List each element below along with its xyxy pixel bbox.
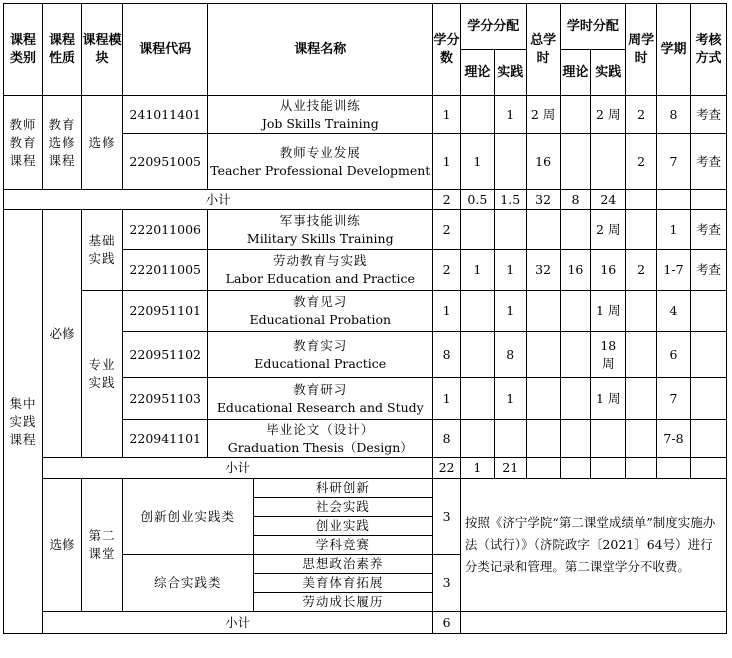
table-row <box>4 291 727 332</box>
credit-practice: 8 <box>494 332 526 378</box>
module-basic-practice: 基础实践 <box>82 210 123 291</box>
innovation-credits: 3 <box>433 479 461 555</box>
module-elective: 选修 <box>82 96 123 190</box>
credits: 2 <box>433 210 461 250</box>
hour-practice: 16 <box>591 250 626 291</box>
hour-practice: 2 周 <box>591 210 626 250</box>
weekly-hours <box>626 291 657 332</box>
course-code: 222011005 <box>123 250 208 291</box>
course-name: 教育实习 Educational Practice <box>208 332 433 378</box>
nature-required: 必修 <box>43 210 82 458</box>
hour-practice: 2 周 <box>591 96 626 134</box>
course-name: 教育见习 Educational Probation <box>208 291 433 332</box>
subtotal-hour-theory: 8 <box>560 190 591 210</box>
credit-theory <box>460 291 494 332</box>
credit-practice: 1 <box>494 96 526 134</box>
assessment: 考查 <box>690 250 726 291</box>
course-code: 220951103 <box>123 378 208 420</box>
subtotal-credit-practice: 1.5 <box>494 190 526 210</box>
header-nature: 课程性质 <box>43 4 82 96</box>
credit-theory <box>460 378 494 420</box>
subtotal-total-hours: 32 <box>526 190 560 210</box>
subtotal-row <box>4 458 727 479</box>
item-comprehensive: 劳动成长履历 <box>253 593 433 612</box>
header-credits: 学分数 <box>433 4 461 96</box>
item-innovation: 创业实践 <box>253 517 433 536</box>
term: 7 <box>657 378 691 420</box>
item-innovation: 学科竞赛 <box>253 536 433 555</box>
weekly-hours <box>626 210 657 250</box>
assessment <box>690 378 726 420</box>
table-row <box>4 210 727 250</box>
credit-practice <box>494 134 526 190</box>
header-name: 课程名称 <box>208 4 433 96</box>
subtotal-row <box>4 190 727 210</box>
term: 7 <box>657 134 691 190</box>
assessment: 考查 <box>690 134 726 190</box>
total-hours <box>526 291 560 332</box>
hour-theory <box>560 210 591 250</box>
course-name: 军事技能训练 Military Skills Training <box>208 210 433 250</box>
hour-theory <box>560 96 591 134</box>
hour-theory <box>560 378 591 420</box>
subtotal-row <box>4 612 727 634</box>
weekly-hours: 2 <box>626 134 657 190</box>
subtotal-label: 小计 <box>43 612 433 634</box>
course-code: 220941101 <box>123 420 208 458</box>
hour-theory <box>560 134 591 190</box>
subtotal-credits: 2 <box>433 190 461 210</box>
comprehensive-credits: 3 <box>433 555 461 612</box>
course-code: 220951102 <box>123 332 208 378</box>
credits: 1 <box>433 378 461 420</box>
header-credit-split: 学分分配 <box>460 4 526 50</box>
assessment <box>690 332 726 378</box>
course-name: 教育研习 Educational Research and Study <box>208 378 433 420</box>
second-classroom-note: 按照《济宁学院“第二课堂成绩单”制度实施办法（试行）》（济院政字〔2021〕64号）进行分类记录和管理。第二课堂学分不收费。 <box>460 479 726 612</box>
category-teacher-education: 教师教育课程 <box>4 96 43 190</box>
header-hour-practice: 实践 <box>591 50 626 96</box>
course-code: 220951005 <box>123 134 208 190</box>
table-row <box>4 479 727 498</box>
course-name: 教师专业发展 Teacher Professional Development <box>208 134 433 190</box>
module-second-classroom: 第二课堂 <box>82 479 123 612</box>
weekly-hours: 2 <box>626 96 657 134</box>
header-code: 课程代码 <box>123 4 208 96</box>
course-code: 241011401 <box>123 96 208 134</box>
header-credit-practice: 实践 <box>494 50 526 96</box>
credit-practice: 1 <box>494 291 526 332</box>
course-name: 毕业论文（设计） Graduation Thesis（Design） <box>208 420 433 458</box>
credits: 8 <box>433 420 461 458</box>
term: 6 <box>657 332 691 378</box>
total-hours <box>526 210 560 250</box>
credit-theory <box>460 332 494 378</box>
term: 1-7 <box>657 250 691 291</box>
header-category: 课程类别 <box>4 4 43 96</box>
total-hours: 16 <box>526 134 560 190</box>
credits: 1 <box>433 134 461 190</box>
header-hour-split: 学时分配 <box>560 4 626 50</box>
header-hour-theory: 理论 <box>560 50 591 96</box>
hour-practice: 1 周 <box>591 378 626 420</box>
assessment <box>690 420 726 458</box>
credit-theory: 1 <box>460 250 494 291</box>
hour-theory <box>560 420 591 458</box>
item-comprehensive: 美育体育拓展 <box>253 574 433 593</box>
weekly-hours <box>626 332 657 378</box>
item-innovation: 科研创新 <box>253 479 433 498</box>
nature-education-elective: 教育选修课程 <box>43 96 82 190</box>
item-innovation: 社会实践 <box>253 498 433 517</box>
hour-practice: 18 周 <box>591 332 626 378</box>
hour-practice: 1 周 <box>591 291 626 332</box>
module-major-practice: 专业实践 <box>82 291 123 458</box>
assessment: 考查 <box>690 210 726 250</box>
total-hours: 2 周 <box>526 96 560 134</box>
hour-theory <box>560 291 591 332</box>
weekly-hours <box>626 420 657 458</box>
credits: 1 <box>433 96 461 134</box>
course-name: 从业技能训练 Job Skills Training <box>208 96 433 134</box>
course-code: 222011006 <box>123 210 208 250</box>
credit-theory <box>460 96 494 134</box>
term: 1 <box>657 210 691 250</box>
subtotal-label: 小计 <box>4 190 433 210</box>
course-code: 220951101 <box>123 291 208 332</box>
hour-theory: 16 <box>560 250 591 291</box>
credit-theory: 1 <box>460 134 494 190</box>
hour-practice <box>591 134 626 190</box>
category-practice: 集中实践课程 <box>4 210 43 634</box>
nature-elective: 选修 <box>43 479 82 612</box>
header-term: 学期 <box>657 4 691 96</box>
credit-theory <box>460 210 494 250</box>
assessment <box>690 291 726 332</box>
subtotal-credits: 22 <box>433 458 461 479</box>
header-total-hours: 总学时 <box>526 4 560 96</box>
term: 7-8 <box>657 420 691 458</box>
term: 4 <box>657 291 691 332</box>
credit-practice: 1 <box>494 250 526 291</box>
weekly-hours <box>626 378 657 420</box>
credit-practice <box>494 420 526 458</box>
curriculum-table <box>3 3 727 634</box>
table-row <box>4 96 727 134</box>
assessment: 考查 <box>690 96 726 134</box>
total-hours <box>526 332 560 378</box>
subtotal-credit-practice: 21 <box>494 458 526 479</box>
credits: 1 <box>433 291 461 332</box>
subtotal-credit-theory: 0.5 <box>460 190 494 210</box>
credit-practice <box>494 210 526 250</box>
hour-theory <box>560 332 591 378</box>
subtotal-label: 小计 <box>43 458 433 479</box>
header-weekly-hours: 周学时 <box>626 4 657 96</box>
weekly-hours: 2 <box>626 250 657 291</box>
credit-practice: 1 <box>494 378 526 420</box>
term: 8 <box>657 96 691 134</box>
subtotal-hour-practice: 24 <box>591 190 626 210</box>
total-hours <box>526 420 560 458</box>
item-comprehensive: 思想政治素养 <box>253 555 433 574</box>
group-innovation: 创新创业实践类 <box>123 479 253 555</box>
header-assessment: 考核方式 <box>690 4 726 96</box>
total-hours <box>526 378 560 420</box>
subtotal-credits: 6 <box>433 612 461 634</box>
credits: 8 <box>433 332 461 378</box>
credit-theory <box>460 420 494 458</box>
course-name: 劳动教育与实践 Labor Education and Practice <box>208 250 433 291</box>
total-hours: 32 <box>526 250 560 291</box>
header-module: 课程模块 <box>82 4 123 96</box>
hour-practice <box>591 420 626 458</box>
group-comprehensive: 综合实践类 <box>123 555 253 612</box>
header-credit-theory: 理论 <box>460 50 494 96</box>
credits: 2 <box>433 250 461 291</box>
subtotal-credit-theory: 1 <box>460 458 494 479</box>
